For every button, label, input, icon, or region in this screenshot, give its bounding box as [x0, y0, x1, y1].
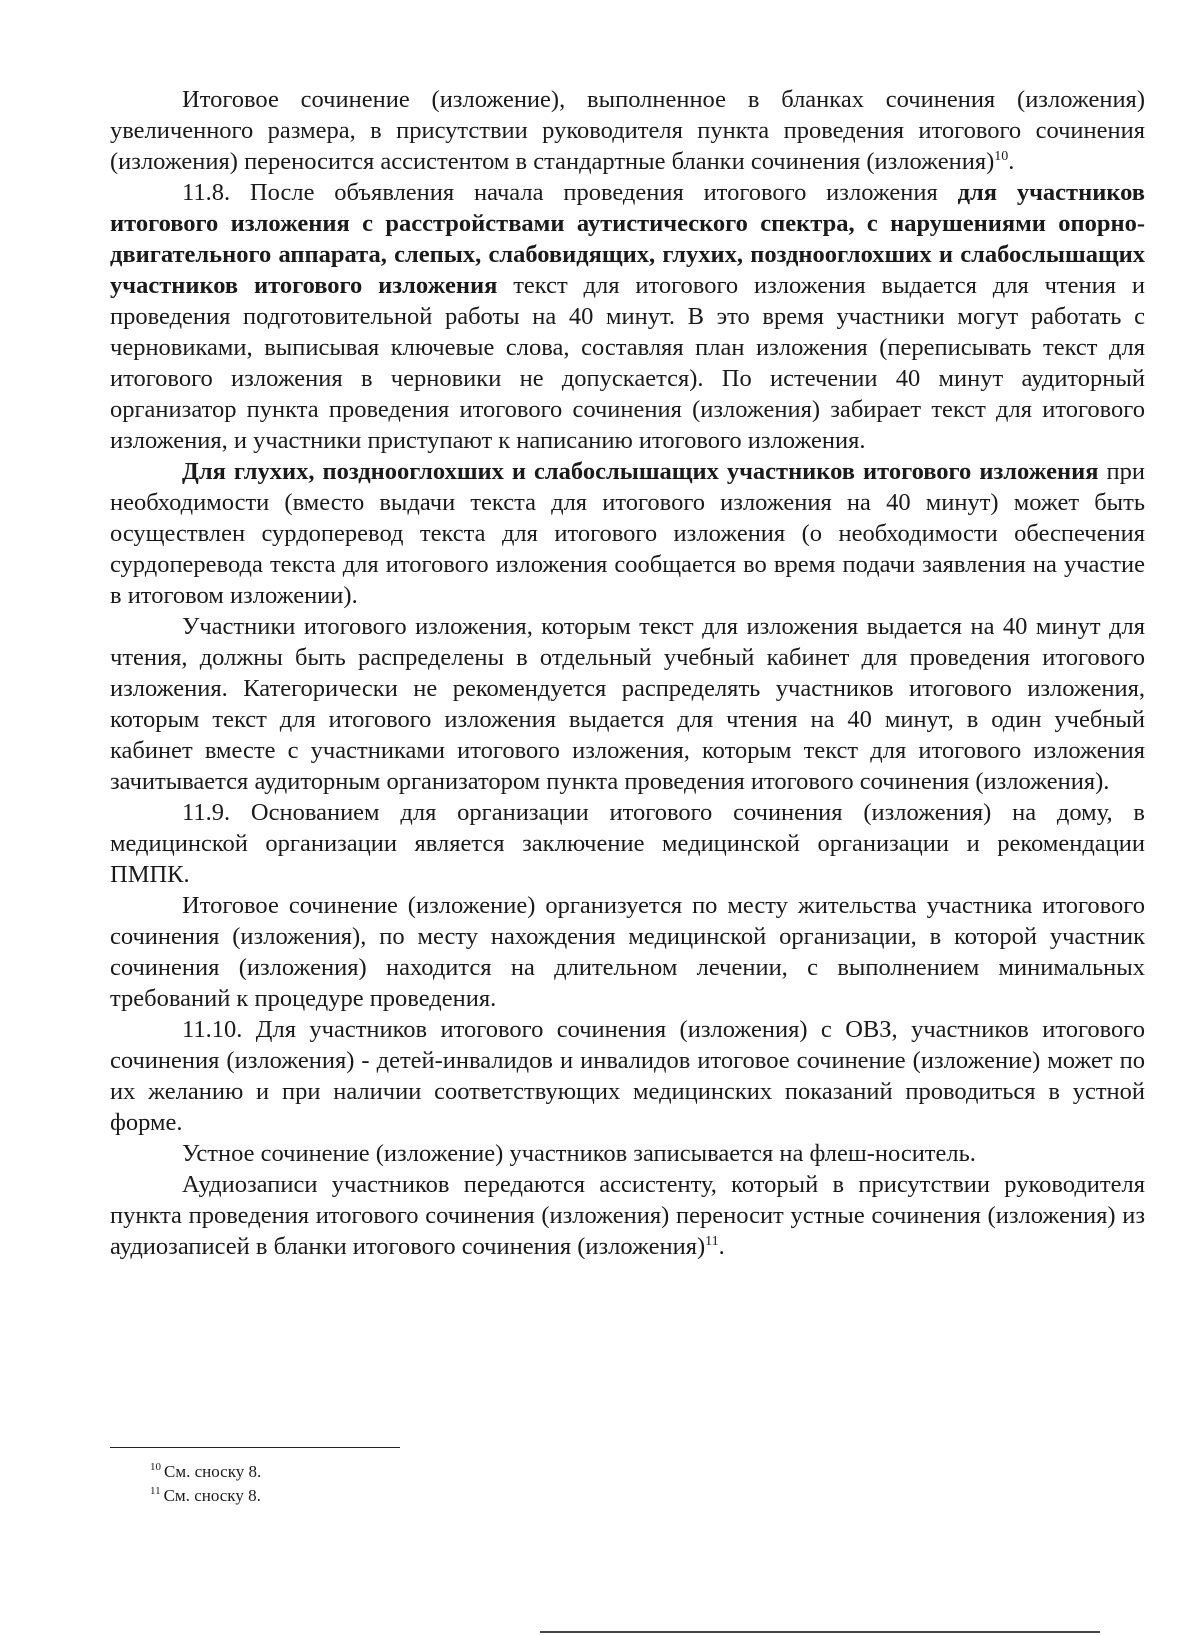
footnote-reference: 10 [994, 148, 1009, 164]
paragraph-text: . [718, 1233, 725, 1260]
paragraph-text: Устное сочинение (изложение) участников записывается на флеш-носитель. [182, 1140, 976, 1167]
paragraph-text: 11.9. Основанием для организации итогового сочинения (изложения) на дому, в медицинской организации является заключение медицинской организации и рекомендации ПМПК. [110, 799, 1145, 888]
footnote-mark: 10 [150, 1461, 161, 1474]
footnote [150, 1460, 261, 1484]
footnote-reference: 11 [705, 1233, 719, 1249]
footnote [150, 1484, 261, 1508]
paragraph-text: . [1008, 148, 1015, 175]
scan-edge-line [540, 1631, 1100, 1633]
paragraph-text: Итоговое сочинение (изложение), выполненное в бланках сочинения (изложения) увеличенного размера, в присутствии руководителя пункта проведения итогового сочинения (изложения) переносится ассистентом в стандартные бланки сочинения (изложения) [110, 86, 1145, 175]
paragraph [110, 177, 1145, 456]
footnote-text: См. сноску 8. [164, 1462, 262, 1481]
paragraph [110, 1138, 1145, 1169]
paragraph-text: Итоговое сочинение (изложение) организуется по месту жительства участника итогового сочинения (изложения), по месту нахождения медицинской организации, в которой участник сочинения (изложения) находится на длительном лечении, с выполнением минимальных требований к процедуре проведения. [110, 892, 1145, 1012]
paragraph [110, 797, 1145, 890]
paragraph-text: текст для итогового изложения выдается для чтения и проведения подготовительной работы на 40 минут. В это время участники могут работать с черновиками, выписывая ключевые слова, составляя план изложения (переписывать текст для итогового изложения в черновики не допускается). По истечении 40 минут аудиторный организатор пункта проведения итогового сочинения (изложения) забирает текст для итогового изложения, и участники приступают к написанию итогового изложения. [110, 272, 1145, 454]
paragraph-text: 11.8. После объявления начала проведения итогового изложения [182, 179, 958, 206]
paragraph-text: 11.10. Для участников итогового сочинения (изложения) с ОВЗ, участников итогового сочинения (изложения) - детей-инвалидов и инвалидов итоговое сочинение (изложение) может по их желанию и при наличии соответствующих медицинских показаний проводиться в устной форме. [110, 1016, 1145, 1136]
paragraph [110, 84, 1145, 177]
paragraph [110, 1169, 1145, 1262]
paragraph-text: Участники итогового изложения, которым текст для изложения выдается на 40 минут для чтения, должны быть распределены в отдельный учебный кабинет для проведения итогового изложения. Категорически не рекомендуется распределять участников итогового изложения, которым текст для итогового изложения выдается для чтения на 40 минут, в один учебный кабинет вместе с участниками итогового изложения, которым текст для итогового изложения зачитывается аудиторным организатором пункта проведения итогового сочинения (изложения). [110, 613, 1145, 795]
footnote-text: См. сноску 8. [163, 1486, 261, 1505]
footnote-separator [110, 1447, 400, 1448]
footnote-mark: 11 [150, 1485, 161, 1498]
paragraph-text: при необходимости (вместо выдачи текста для итогового изложения на 40 минут) может быть осуществлен сурдоперевод текста для итогового изложения (о необходимости обеспечения сурдоперевода текста для итогового изложения сообщается во время подачи заявления на участие в итоговом изложении). [110, 458, 1145, 609]
paragraph [110, 1014, 1145, 1138]
bold-text: Для глухих, позднооглохших и слабослышащих участников итогового изложения [182, 458, 1099, 485]
footnotes [150, 1460, 261, 1508]
bold-text: для участников итогового изложения с расстройствами аутистического спектра, с нарушениями опорно-двигательного аппарата, слепых, слабовидящих, глухих, позднооглохших и слабослышащих участников итогового изложения [110, 179, 1145, 299]
paragraph [110, 611, 1145, 797]
paragraph-text: Аудиозаписи участников передаются ассистенту, который в присутствии руководителя пункта проведения итогового сочинения (изложения) переносит устные сочинения (изложения) из аудиозаписей в бланки итогового сочинения (изложения) [110, 1171, 1145, 1260]
paragraph [110, 890, 1145, 1014]
document-body [110, 84, 1145, 1262]
paragraph [110, 456, 1145, 611]
